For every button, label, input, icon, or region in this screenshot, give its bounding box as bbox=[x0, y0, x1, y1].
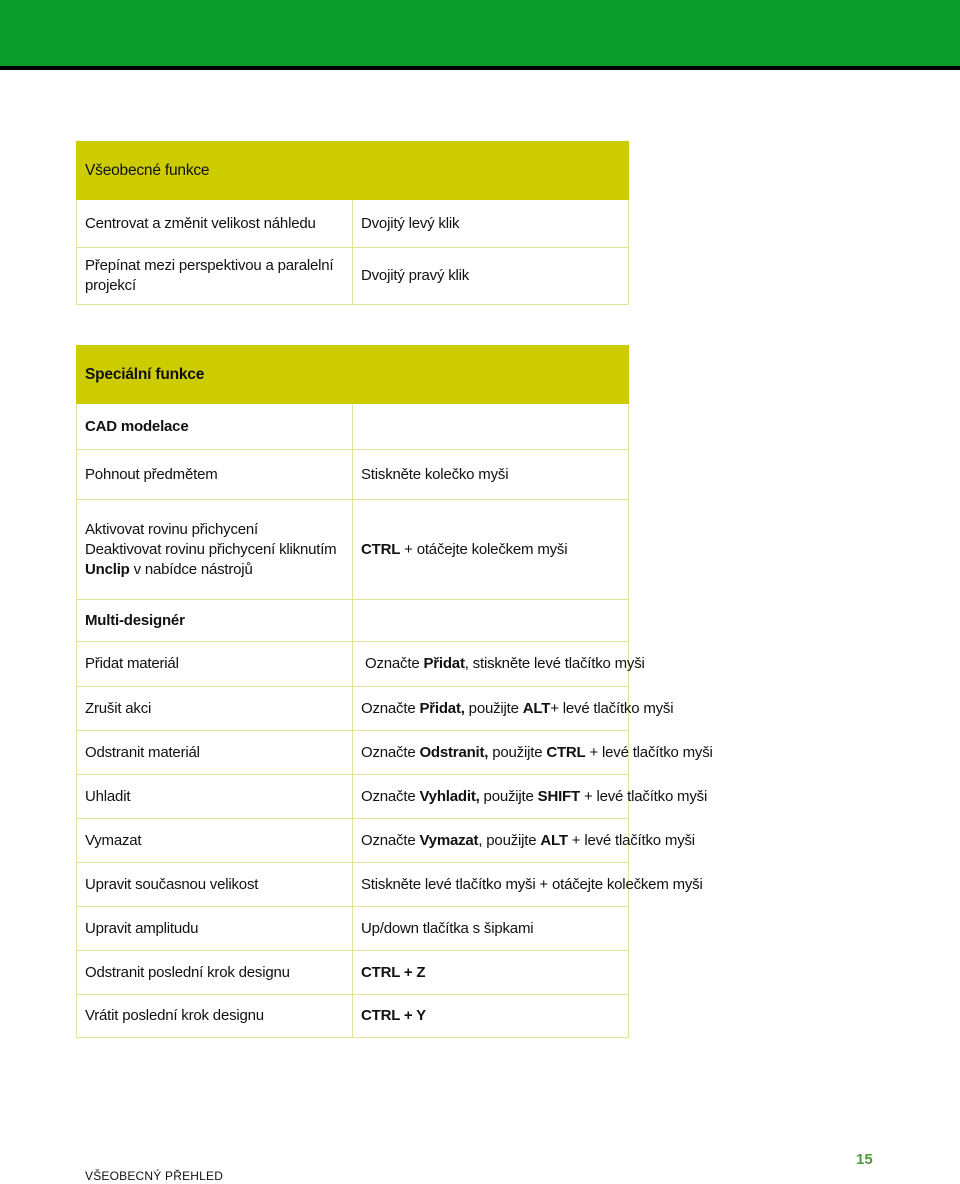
action-text: + levé tlačítko myši bbox=[585, 743, 713, 761]
function-cell: Přepínat mezi perspektivou a paralelní projekcí bbox=[77, 248, 353, 305]
table-row bbox=[77, 248, 629, 305]
action-bold: CTRL + Z bbox=[361, 963, 426, 981]
multi-heading-text: Multi-designér bbox=[85, 611, 185, 629]
general-functions-table bbox=[76, 141, 629, 305]
table-row bbox=[77, 995, 629, 1038]
action-text: použijte bbox=[464, 699, 523, 717]
empty-cell bbox=[353, 404, 629, 450]
table-row bbox=[77, 450, 629, 500]
action-cell bbox=[353, 500, 629, 600]
action-text: Označte bbox=[361, 831, 420, 849]
action-text: Označte bbox=[365, 655, 424, 672]
action-text: + otáčejte kolečkem myši bbox=[400, 540, 568, 558]
table-row bbox=[77, 863, 629, 907]
table-row bbox=[77, 500, 629, 600]
table-row bbox=[77, 819, 629, 863]
action-bold: ALT bbox=[540, 831, 568, 849]
table-row bbox=[77, 775, 629, 819]
action-text: , stiskněte levé tlačítko myši bbox=[464, 655, 645, 672]
function-line: v nabídce nástrojů bbox=[129, 560, 253, 578]
cad-heading-row bbox=[77, 404, 629, 450]
function-cell: Uhladit bbox=[77, 775, 353, 819]
action-bold: Vymazat bbox=[419, 831, 479, 849]
action-cell: Up/down tlačítka s šipkami bbox=[353, 907, 629, 951]
action-bold: ALT bbox=[522, 699, 551, 717]
action-cell: Dvojitý levý klik bbox=[353, 200, 629, 248]
action-bold: Vyhladit, bbox=[419, 787, 480, 805]
action-bold: CTRL bbox=[546, 743, 586, 761]
action-cell: Stiskněte kolečko myši bbox=[353, 450, 629, 500]
function-cell: Odstranit poslední krok designu bbox=[77, 951, 353, 995]
function-cell: Zrušit akci bbox=[77, 687, 353, 731]
action-cell bbox=[353, 995, 629, 1038]
action-bold: CTRL bbox=[361, 540, 401, 558]
general-title: Všeobecné funkce bbox=[77, 142, 629, 200]
function-cell: Odstranit materiál bbox=[77, 731, 353, 775]
action-cell bbox=[353, 687, 674, 731]
action-text: použijte bbox=[488, 743, 547, 761]
action-cell bbox=[353, 642, 645, 687]
table-row bbox=[77, 907, 629, 951]
action-cell bbox=[353, 775, 708, 819]
multi-heading bbox=[77, 600, 353, 642]
cad-heading bbox=[77, 404, 353, 450]
general-header-row bbox=[77, 142, 629, 200]
function-cell: Upravit amplitudu bbox=[77, 907, 353, 951]
function-cell: Upravit současnou velikost bbox=[77, 863, 353, 907]
function-line: Aktivovat rovinu přichycení bbox=[85, 520, 259, 538]
table-row bbox=[77, 687, 629, 731]
action-text: použijte bbox=[479, 787, 538, 805]
page-number: 15 bbox=[856, 1151, 873, 1168]
action-bold: Přidat, bbox=[419, 699, 465, 717]
action-text: + levé tlačítko myši bbox=[550, 699, 674, 717]
empty-cell bbox=[353, 600, 629, 642]
table-row bbox=[77, 200, 629, 248]
function-cell: Vrátit poslední krok designu bbox=[77, 995, 353, 1038]
action-text: Označte bbox=[361, 699, 420, 717]
function-line: Deaktivovat rovinu přichycení kliknutím bbox=[85, 540, 337, 558]
function-cell bbox=[77, 500, 353, 600]
table-row bbox=[77, 731, 629, 775]
action-text: + levé tlačítko myši bbox=[567, 831, 695, 849]
action-cell bbox=[353, 819, 695, 863]
table-row bbox=[77, 951, 629, 995]
action-clip bbox=[361, 743, 713, 763]
action-cell bbox=[353, 951, 629, 995]
function-cell: Přidat materiál bbox=[77, 642, 353, 687]
multi-heading-row bbox=[77, 600, 629, 642]
cad-heading-text: CAD modelace bbox=[85, 417, 189, 435]
footer-section-title: VŠEOBECNÝ PŘEHLED bbox=[85, 1169, 224, 1183]
special-title bbox=[77, 346, 629, 404]
action-cell: Stiskněte levé tlačítko myši + otáčejte kolečkem myši bbox=[353, 863, 629, 907]
action-text: + levé tlačítko myši bbox=[579, 787, 708, 805]
function-cell: Pohnout předmětem bbox=[77, 450, 353, 500]
action-bold: CTRL + Y bbox=[361, 1007, 426, 1024]
special-title-text: Speciální funkce bbox=[85, 365, 205, 383]
action-bold: Odstranit, bbox=[419, 743, 489, 761]
unclip-bold: Unclip bbox=[85, 560, 130, 578]
action-clip bbox=[361, 787, 708, 807]
function-cell: Vymazat bbox=[77, 819, 353, 863]
action-cell bbox=[353, 731, 713, 775]
top-banner bbox=[0, 0, 960, 70]
special-functions-table bbox=[76, 345, 713, 1038]
action-text: , použijte bbox=[478, 831, 541, 849]
table-row bbox=[77, 642, 629, 687]
action-bold: Přidat bbox=[423, 655, 465, 672]
action-text: Označte bbox=[361, 743, 420, 761]
action-cell: Dvojitý pravý klik bbox=[353, 248, 629, 305]
function-cell: Centrovat a změnit velikost náhledu bbox=[77, 200, 353, 248]
action-text: Označte bbox=[361, 787, 420, 805]
action-bold: SHIFT bbox=[537, 787, 580, 805]
special-header-row bbox=[77, 346, 629, 404]
